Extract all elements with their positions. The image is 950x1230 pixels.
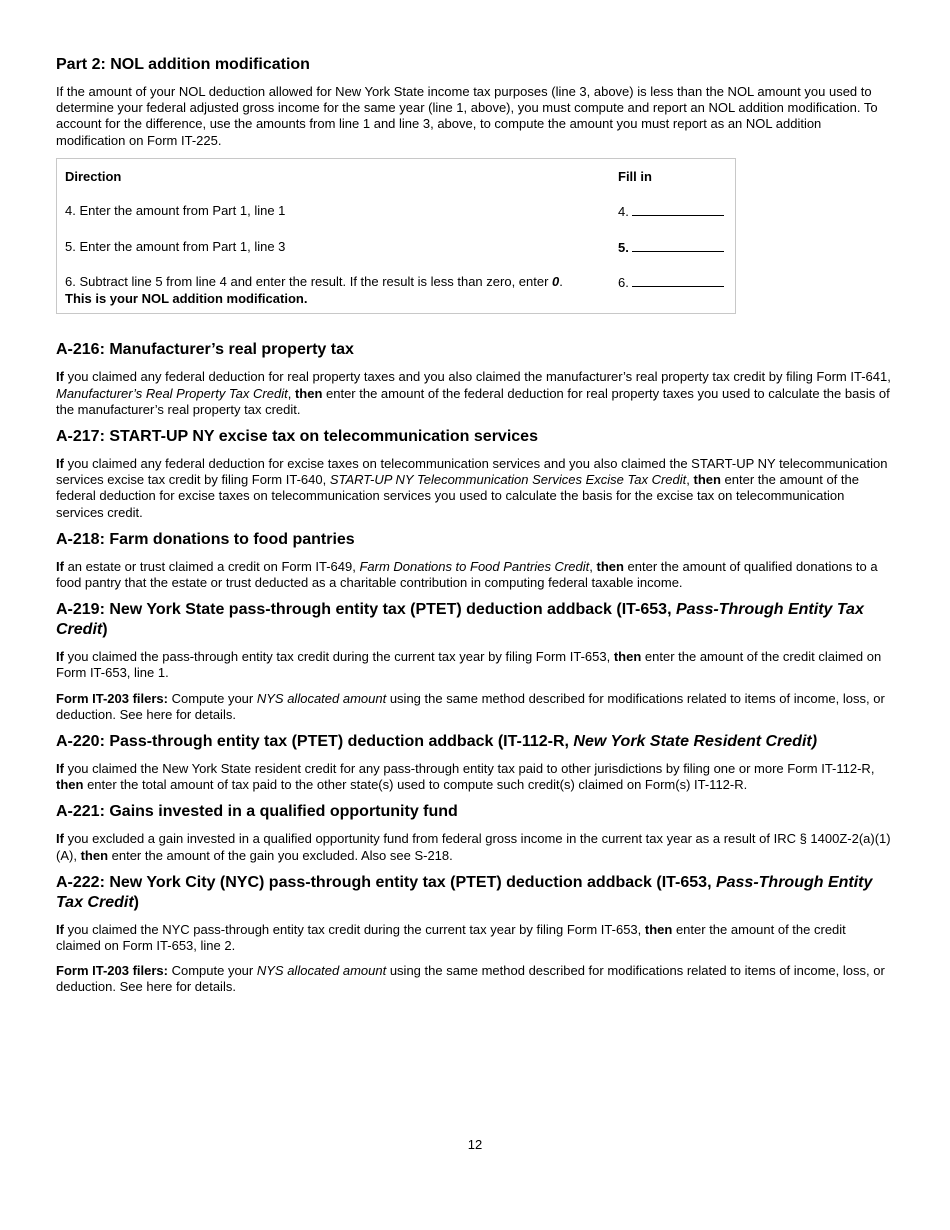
a222-t1: you claimed the NYC pass-through entity tax credit during the current tax year by filing Form IT-653,: [63, 921, 645, 937]
a218-t1: an estate or trust claimed a credit on Form IT-649,: [63, 558, 360, 574]
row6-bold-note: This is your NOL addition modification.: [65, 290, 308, 306]
row5-number: 5.: [618, 239, 629, 255]
a218-if: If: [56, 558, 64, 574]
table-row-5: [65, 239, 727, 257]
fill-in-header: Fill in: [618, 168, 652, 184]
a219-t1: you claimed the pass-through entity tax credit during the current tax year by filing Form IT-653,: [63, 649, 614, 665]
a219-t2: enter the amount of the credit claimed on Form IT-653, line 1.: [56, 649, 882, 681]
a218-t2: enter the amount of qualified donations to a food pantry that the estate or trust deducted as a charitable contribution in computing federal taxable income.: [56, 558, 878, 590]
a219-filers-italic: NYS allocated amount: [256, 690, 387, 706]
a217-if: If: [56, 455, 64, 471]
a216-comma: ,: [287, 385, 295, 401]
a219-title-b: ): [102, 621, 108, 639]
a222-filers-italic: NYS allocated amount: [256, 963, 387, 979]
a217-text: [56, 456, 892, 521]
a220-then: then: [56, 777, 84, 793]
row5-fill[interactable]: [618, 239, 727, 257]
a219-filers-t1: Compute your: [167, 690, 257, 706]
row6-number: 6.: [618, 275, 629, 291]
a221-title: A-221: Gains invested in a qualified opportunity fund: [56, 803, 458, 821]
row5-direction: 5. Enter the amount from Part 1, line 3: [65, 238, 286, 254]
a219-title: [56, 600, 892, 640]
part2-intro: If the amount of your NOL deduction allowed for New York State income tax purposes (line 3, above) is less than the NOL amount you used to determine your federal adjusted gross income for the same year (line 1, above), you must compute and report an NOL addition modification. To account for the difference, use the amounts from line 1 and line 3, above, to compute the amount you must report as an NOL addition modification on Form IT-225.: [56, 84, 878, 148]
a222-t2: enter the amount of the credit claimed on Form IT-653, line 2.: [56, 921, 846, 953]
a216-t1: you claimed any federal deduction for real property taxes and you also claimed the manufacturer’s real property tax credit by filing Form IT-641,: [63, 369, 891, 385]
a220-if: If: [56, 760, 64, 776]
a221-if: If: [56, 831, 64, 847]
a216-then: then: [294, 385, 323, 401]
a219-text: [56, 649, 892, 681]
a220-title-italic: New York State Resident Credit): [573, 732, 818, 750]
a217-t2: enter the amount of the federal deduction for excise taxes on telecommunication services you used to calculate the basis for the excise tax on telecommunication services credit.: [56, 472, 859, 520]
row6-zero: 0: [552, 274, 560, 290]
a218-title: A-218: Farm donations to food pantries: [56, 530, 355, 548]
a222-then: then: [644, 921, 673, 937]
row6-fill[interactable]: [618, 274, 727, 307]
a218-then: then: [596, 558, 624, 574]
a222-title: [56, 873, 892, 913]
row5-blank[interactable]: [632, 239, 724, 252]
row4-number: 4.: [618, 204, 629, 220]
a221-then: then: [80, 847, 109, 863]
a222-filers-t2: using the same method described for modifications related to items of income, loss, or deduction. See here for details.: [56, 963, 885, 995]
a217-title: A-217: START-UP NY excise tax on telecommunication services: [56, 427, 538, 445]
a220-text: [56, 761, 892, 793]
part2-title: Part 2: NOL addition modification: [56, 56, 310, 73]
table-row-6: [65, 274, 727, 307]
row6-blank[interactable]: [632, 274, 724, 287]
a220-t1: you claimed the New York State resident credit for any pass-through entity tax paid to other jurisdictions by filing one or more Form IT-112-R,: [63, 760, 875, 776]
a222-filers-t1: Compute your: [167, 963, 257, 979]
a222-title-a: A-222: New York City (NYC) pass-through entity tax (PTET) deduction addback (IT-653,: [56, 873, 716, 891]
a222-filers: [56, 963, 892, 995]
a219-title-italic: Pass-Through Entity Tax Credit: [56, 601, 864, 639]
row6-text: 6. Subtract line 5 from line 4 and enter the result. If the result is less than zero, enter: [65, 274, 553, 290]
a219-filers-label: Form IT-203 filers:: [56, 690, 168, 706]
a221-text: [56, 831, 892, 863]
a219-filers: [56, 691, 892, 723]
a216-text: [56, 369, 892, 418]
a222-if: If: [56, 921, 64, 937]
a217-then: then: [693, 472, 721, 488]
a216-title: A-216: Manufacturer’s real property tax: [56, 341, 354, 359]
a217-comma: ,: [686, 472, 694, 488]
table-row-4: [65, 203, 727, 221]
a219-then: then: [613, 649, 642, 665]
a217-t1: you claimed any federal deduction for excise taxes on telecommunication services and you also claimed the START-UP NY telecommunication services excise tax credit by filing Form IT-640,: [56, 455, 888, 488]
a218-form-name: Farm Donations to Food Pantries Credit: [359, 558, 590, 574]
a220-title: [56, 732, 892, 752]
a221-t2: enter the amount of the gain you excluded. Also see S-218.: [108, 847, 453, 863]
row4-direction: 4. Enter the amount from Part 1, line 1: [65, 203, 286, 219]
a222-title-b: ): [133, 893, 139, 911]
row4-fill[interactable]: [618, 203, 727, 221]
direction-header: Direction: [65, 168, 122, 184]
table-header: [65, 169, 727, 186]
a220-t2: enter the total amount of tax paid to the other state(s) used to compute such credit(s) claimed on Form(s) IT-112-R.: [83, 777, 748, 793]
row4-blank[interactable]: [632, 203, 724, 216]
document-page: [56, 55, 892, 1005]
a222-filers-label: Form IT-203 filers:: [56, 963, 168, 979]
a218-text: [56, 559, 892, 591]
a222-title-italic: Pass-Through Entity Tax Credit: [56, 873, 873, 911]
a216-t2: enter the amount of the federal deduction for real property taxes you used to calculate the basis of the manufacturer’s real property tax credit.: [56, 385, 890, 417]
a221-t1: you excluded a gain invested in a qualified opportunity fund from federal gross income in the current tax year as a result of IRC § 1400Z-2(a)(1)(A),: [56, 831, 891, 863]
row6-period: .: [559, 274, 563, 290]
a217-form-name: START-UP NY Telecommunication Services Excise Tax Credit: [329, 472, 687, 488]
nol-table: [56, 158, 736, 315]
a219-title-a: A-219: New York State pass-through entity tax (PTET) deduction addback (IT-653,: [56, 601, 676, 619]
a216-if: If: [56, 369, 64, 385]
a216-form-name: Manufacturer’s Real Property Tax Credit: [56, 385, 288, 401]
a219-if: If: [56, 649, 64, 665]
page-number: 12: [467, 1137, 483, 1152]
row6-direction: [65, 274, 618, 307]
a219-filers-t2: using the same method described for modifications related to items of income, loss, or deduction. See here for details.: [56, 690, 885, 722]
a222-text: [56, 922, 892, 954]
a218-comma: ,: [589, 558, 597, 574]
a220-title-a: A-220: Pass-through entity tax (PTET) deduction addback (IT-112-R,: [56, 732, 574, 750]
